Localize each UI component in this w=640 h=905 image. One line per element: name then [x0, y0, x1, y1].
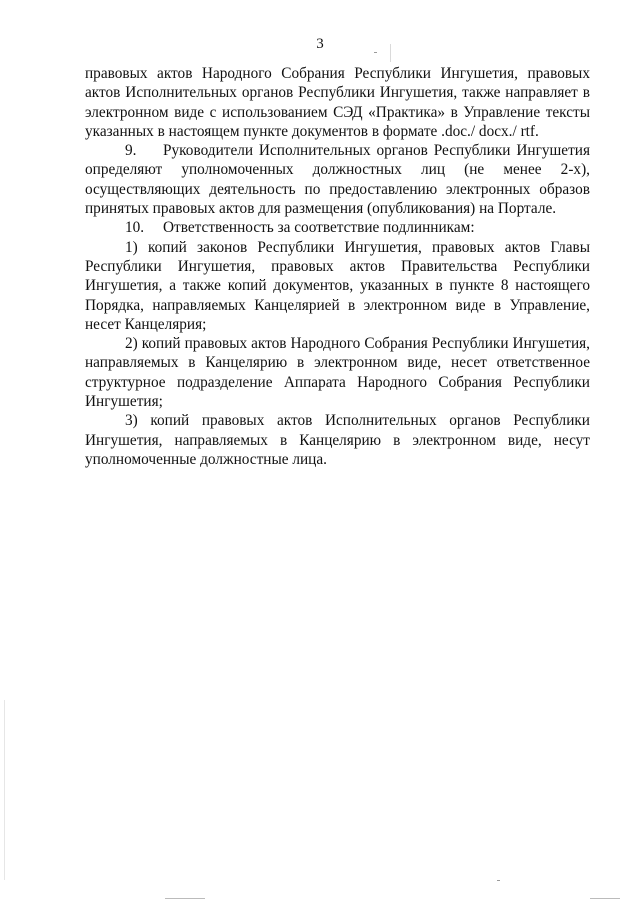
paragraph-subitem-3: 3) копий правовых актов Исполнительных органов Республики Ингушетия, направляемых в Канцелярию в электронном виде, несут уполномоченные должностные лица.: [85, 412, 590, 468]
scan-speck: [497, 880, 500, 881]
scan-speck: [390, 44, 391, 62]
scan-edge: [4, 700, 5, 880]
paragraph-item-10: [85, 218, 590, 237]
paragraph-item-9: [85, 141, 590, 218]
paragraph-text: Ответственность за соответствие подлинникам:: [163, 219, 475, 237]
scan-speck: [590, 898, 620, 899]
paragraph-subitem-1: 1) копий законов Республики Ингушетия, правовых актов Главы Республики Ингушетия, правовых актов Правительства Республики Ингушетия, а также копий документов, указанных в пункте 8 настоящего Порядка, направляемых Канцелярией в электронном виде в Управление, несет Канцелярия;: [85, 238, 590, 333]
paragraph-subitem-2: 2) копий правовых актов Народного Собрания Республики Ингушетия, направляемых в Канцелярию в электронном виде, несет ответственное структурное подразделение Аппарата Народного Собрания Республики Ингушетия;: [85, 335, 590, 411]
paragraph-continuation: правовых актов Народного Собрания Республики Ингушетия, правовых актов Исполнительных органов Республики Ингушетия, также направляет в электронном виде с использованием СЭД «Практика» в Управление тексты указанных в настоящем пункте документов в формате .doc./ docx./ rtf.: [85, 65, 590, 140]
document-body: [85, 64, 590, 469]
scan-speck: [165, 898, 205, 899]
item-number: 10.: [125, 219, 145, 237]
page-number: 3: [316, 36, 324, 52]
scan-speck: [374, 52, 377, 53]
paragraph-text: Руководители Исполнительных органов Республики Ингушетия определяют уполномоченных должностных лиц (не менее 2-х), осуществляющих деятельность по предоставлению электронных образов принятых правовых актов для размещения (опубликования) на Портале.: [85, 142, 590, 218]
item-number: 9.: [125, 142, 137, 160]
